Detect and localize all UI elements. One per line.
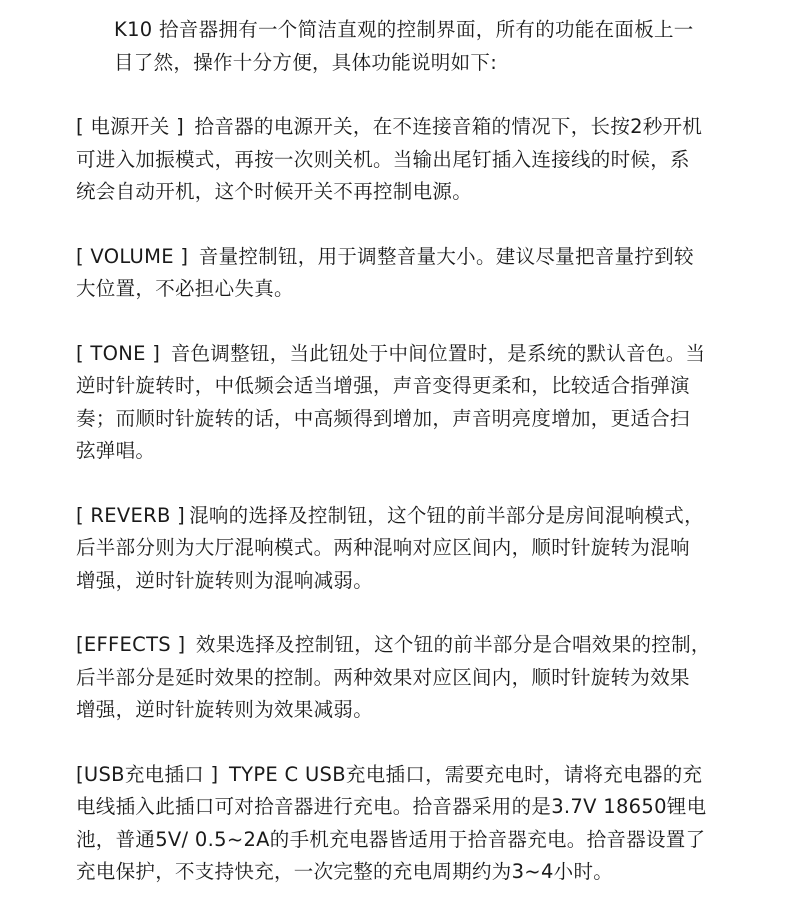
reverb-section <box>76 500 716 598</box>
effects-text-1: 效果选择及控制钮，这个钮的前半部分是合唱效果的控制， <box>195 633 711 656</box>
reverb-line-1 <box>76 500 716 533</box>
tone-line-4: 弦弹唱。 <box>76 439 156 462</box>
intro-line-2: 目了然，操作十分方便，具体功能说明如下: <box>114 50 498 74</box>
power-switch-label: [ 电源开关 ] <box>76 115 185 138</box>
usb-charging-text-1: TYPE C USB充电插口，需要充电时，请将充电器的充 <box>228 762 703 786</box>
reverb-line-2: 后半部分则为大厅混响模式。两种混响对应区间内，顺时针旋转为混响 <box>76 536 690 559</box>
usb-charging-label: [USB充电插口 ] <box>76 762 219 786</box>
effects-line-1 <box>76 629 716 662</box>
reverb-text-1: 混响的选择及控制钮，这个钮的前半部分是房间混响模式， <box>189 503 704 527</box>
usb-charging-line-4: 充电保护，不支持快充，一次完整的充电周期约为3~4小时。 <box>76 860 614 883</box>
tone-line-3: 奏；而顺时针旋转的话，中高频得到增加，声音明亮度增加，更适合扫 <box>76 406 690 430</box>
intro-line-1: K10 拾音器拥有一个简洁直观的控制界面，所有的功能在面板上一 <box>114 18 694 41</box>
volume-line-2: 大位置，不必担心失真。 <box>76 277 294 300</box>
power-switch-line-3: 统会自动开机，这个时候开关不再控制电源。 <box>76 180 473 203</box>
reverb-line-3: 增强，逆时针旋转则为混响减弱。 <box>76 568 374 592</box>
effects-label: [EFFECTS ] <box>76 633 186 656</box>
volume-label: [ VOLUME ] <box>76 244 189 268</box>
intro-paragraph <box>76 14 716 79</box>
power-switch-text-1: 拾音器的电源开关，在不连接音箱的情况下，长按2秒开机 <box>194 115 703 138</box>
power-switch-line-1 <box>76 111 716 144</box>
tone-text-1: 音色调整钮，当此钮处于中间位置时，是系统的默认音色。当 <box>170 341 706 365</box>
effects-line-2: 后半部分是延时效果的控制。两种效果对应区间内，顺时针旋转为效果 <box>76 665 690 689</box>
effects-line-3: 增强，逆时针旋转则为效果减弱。 <box>76 698 374 721</box>
tone-line-1 <box>76 338 716 371</box>
document-body <box>76 14 716 921</box>
usb-charging-line-3: 池，普通5V/ 0.5~2A的手机充电器皆适用于拾音器充电。拾音器设置了 <box>76 827 706 851</box>
tone-line-2: 逆时针旋转时，中低频会适当增强，声音变得更柔和，比较适合指弹演 <box>76 374 690 397</box>
reverb-label: [ REVERB ] <box>76 503 186 527</box>
usb-charging-line-1 <box>76 759 716 792</box>
volume-text-1: 音量控制钮，用于调整音量大小。建议尽量把音量拧到较 <box>198 244 694 268</box>
tone-section <box>76 338 716 468</box>
usb-charging-line-2: 电线插入此插口可对拾音器进行充电。拾音器采用的是3.7V 18650锂电 <box>76 795 707 818</box>
effects-section <box>76 629 716 727</box>
power-switch-line-2: 可进入加振模式，再按一次则关机。当输出尾钉插入连接线的时候，系 <box>76 147 690 171</box>
volume-line-1 <box>76 241 716 274</box>
usb-charging-section <box>76 759 716 889</box>
volume-section <box>76 241 716 306</box>
tone-label: [ TONE ] <box>76 341 161 365</box>
power-switch-section <box>76 111 716 209</box>
